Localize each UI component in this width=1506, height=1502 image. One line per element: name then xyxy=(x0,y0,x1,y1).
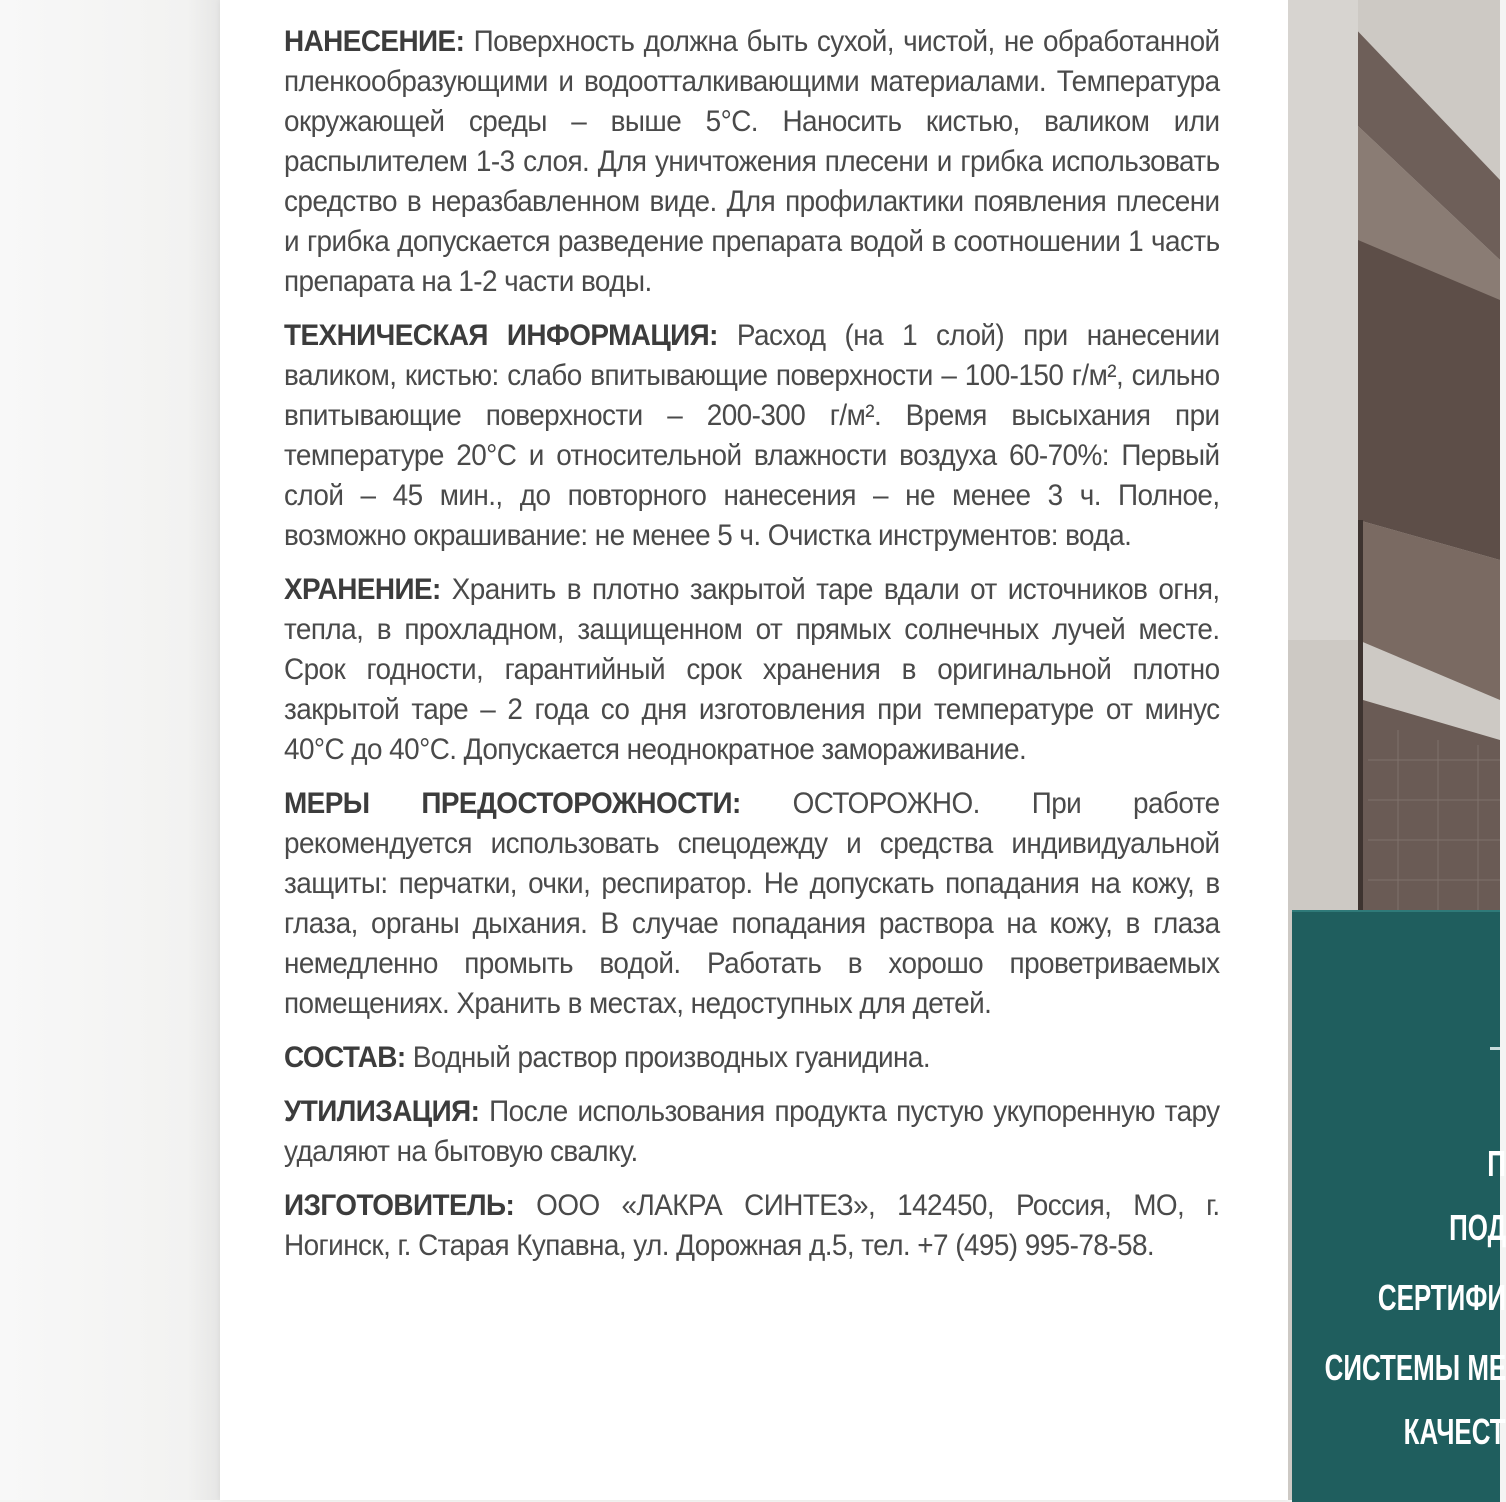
text-storage: Хранить в плотно закрытой таре вдали от источников огня, тепла, в прохладном, защищенном от прямых солнечных лучей месте. Срок годности, гарантийный срок хранения в оригинальной плотно закрытой таре – 2 года со дня изготовления при температуре от минус 40°С до 40°С. Допускается неоднократное замораживание. xyxy=(284,573,1220,766)
text-application: Поверхность должна быть сухой, чистой, не обработанной пленкообразующими и водоотталкивающими материалами. Температура окружающей среды – выше 5°С. Наносить кистью, валиком или распылителем 1-3 слоя. Для уничтожения плесени и грибка использовать средство в неразбавленном виде. Для профилактики появления плесени и грибка допускается разведение препарата водой в соотношении 1 часть препарата на 1-2 части воды. xyxy=(284,25,1220,298)
text-precautions: ОСТОРОЖНО. При работе рекомендуется использовать спецодежду и средства индивидуальной защиты: перчатки, очки, респиратор. Не допускать попадания на кожу, в глаза, органы дыхания. В случае попадания раствора на кожу, в глаза немедленно промыть водой. Работать в хорошо проветриваемых помещениях. Хранить в местах, недоступных для детей. xyxy=(284,787,1220,1020)
section-precautions xyxy=(284,784,1220,1024)
text-technical-info: Расход (на 1 слой) при нанесении валиком, кистью: слабо впитывающие поверхности – 100-150 г/м², сильно впитывающие поверхности – 200-300 г/м². Время высыхания при температуре 20°С и относительной влажности воздуха 60-70%: Первый слой – 45 мин., до повторного нанесения – не менее 3 ч. Полное, возможно окрашивание: не менее 5 ч. Очистка инструментов: вода. xyxy=(284,319,1220,552)
card-line-3: СЕРТИФИ xyxy=(1377,1277,1506,1318)
card-line-5: КАЧЕСТ xyxy=(1404,1411,1506,1452)
certification-card xyxy=(1292,910,1506,1502)
background-left xyxy=(0,0,220,1500)
section-technical-info xyxy=(284,316,1220,556)
text-manufacturer: ООО «ЛАКРА СИНТЕЗ», 142450, Россия, МО, г. Ногинск, г. Старая Купавна, ул. Дорожная д.5, тел. +7 (495) 995-78-58. xyxy=(284,1189,1220,1262)
heading-technical-info: ТЕХНИЧЕСКАЯ ИНФОРМАЦИЯ: xyxy=(284,319,718,352)
heading-application: НАНЕСЕНИЕ: xyxy=(284,25,465,58)
card-line-2: ПОД xyxy=(1449,1207,1506,1248)
heading-manufacturer: ИЗГОТОВИТЕЛЬ: xyxy=(284,1189,515,1222)
section-storage xyxy=(284,570,1220,770)
heading-composition: СОСТАВ: xyxy=(284,1041,406,1074)
card-line-1: П xyxy=(1487,1143,1506,1184)
section-disposal xyxy=(284,1092,1220,1172)
card-accent-mark xyxy=(1490,1047,1500,1050)
text-composition: Водный раствор производных гуанидина. xyxy=(405,1041,931,1074)
heading-precautions: МЕРЫ ПРЕДОСТОРОЖНОСТИ: xyxy=(284,787,741,820)
section-composition xyxy=(284,1038,1220,1078)
text-disposal: После использования продукта пустую укупоренную тару удаляют на бытовую свалку. xyxy=(284,1095,1220,1168)
heading-disposal: УТИЛИЗАЦИЯ: xyxy=(284,1095,480,1128)
section-manufacturer xyxy=(284,1186,1220,1266)
heading-storage: ХРАНЕНИЕ: xyxy=(284,573,441,606)
section-application xyxy=(284,22,1220,302)
label-text-block xyxy=(284,22,1220,1280)
card-line-4: СИСТЕМЫ МЕ xyxy=(1324,1347,1506,1388)
